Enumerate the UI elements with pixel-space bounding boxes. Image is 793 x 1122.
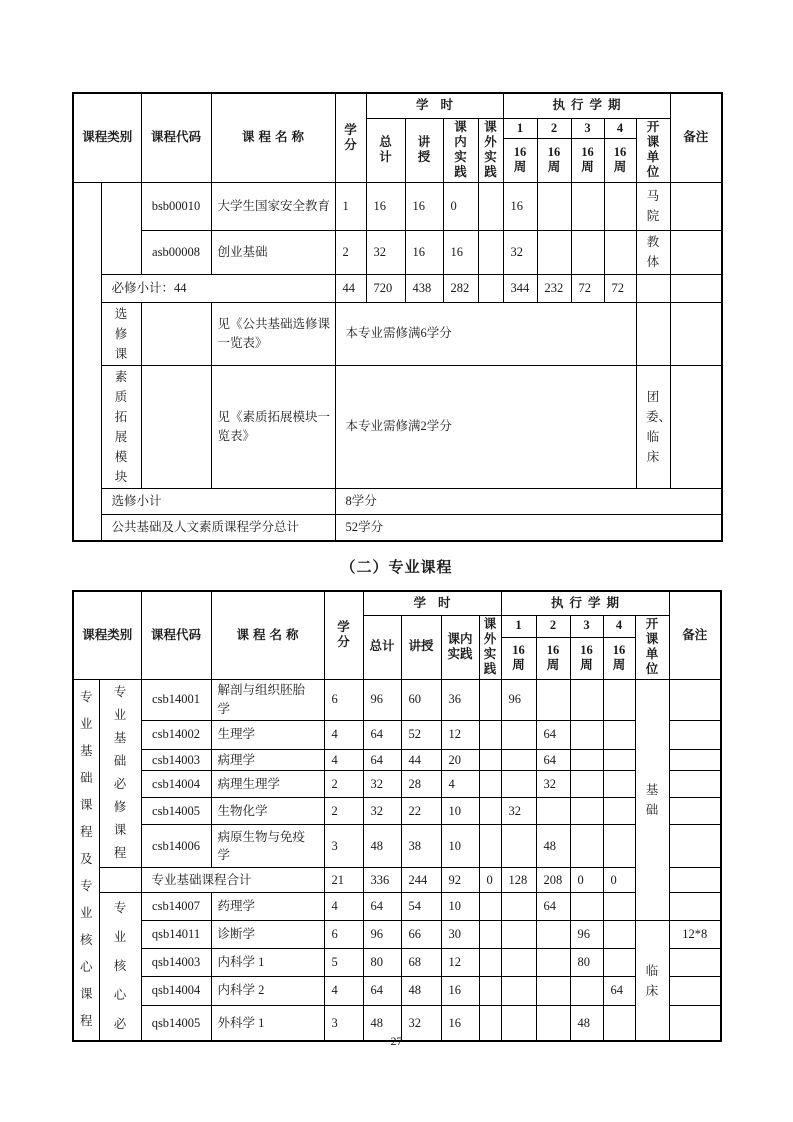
header-code-cell: 课程代码 [141, 93, 211, 182]
total-hours-cell: 96 [363, 679, 401, 720]
total-hours-cell: 336 [363, 868, 401, 893]
unit-cell: 教体 [636, 230, 670, 274]
inclass-practice-cell: 10 [441, 798, 479, 825]
sem3-cell [571, 182, 604, 230]
table-row [73, 720, 721, 749]
name-cell: 病理生理学 [211, 771, 324, 798]
sem3-cell [570, 893, 603, 921]
sem2-cell [536, 948, 570, 976]
note-cell [669, 679, 721, 720]
header-hours-cell: 学时 [363, 591, 501, 615]
credit-cell: 2 [324, 771, 363, 798]
name-cell: 大学生国家安全教育 [211, 182, 335, 230]
credit-cell: 1 [335, 182, 366, 230]
inclass-practice-cell: 16 [441, 976, 479, 1005]
table-row [73, 749, 721, 771]
total-hours-cell: 48 [363, 1005, 401, 1041]
subtotal-label-cell: 选修小计 [101, 488, 335, 514]
lecture-hours-cell: 22 [401, 798, 441, 825]
sem3-cell: 96 [570, 921, 603, 949]
header-sem3-cell: 3 [570, 615, 603, 637]
table-row [73, 976, 721, 1005]
sem4-cell [603, 679, 635, 720]
total-hours-cell: 48 [363, 825, 401, 868]
category-inner-cell [99, 868, 141, 893]
sem2-cell [536, 976, 570, 1005]
inclass-practice-cell: 16 [443, 230, 478, 274]
header-sem4-cell: 4 [604, 118, 636, 138]
inclass-practice-cell: 12 [441, 720, 479, 749]
sem4-cell [603, 749, 635, 771]
header-inclass-cell: 课内实践 [441, 615, 479, 679]
table-row [73, 948, 721, 976]
sem2-cell [537, 182, 571, 230]
lecture-hours-cell: 48 [401, 976, 441, 1005]
table-row [73, 771, 721, 798]
lecture-hours-cell: 28 [401, 771, 441, 798]
name-cell: 外科学 1 [211, 1005, 324, 1041]
lecture-hours-cell: 52 [401, 720, 441, 749]
name-cell: 见《公共基础选修课一览表》 [211, 302, 335, 365]
header-weeks4-cell: 16周 [604, 138, 636, 182]
sem4-cell [604, 230, 636, 274]
section-title: （二）专业课程 [340, 560, 453, 576]
note-cell [670, 302, 722, 365]
code-cell [141, 302, 211, 365]
credit-cell: 21 [324, 868, 363, 893]
header-sem1-cell: 1 [501, 615, 536, 637]
note-cell [669, 749, 721, 771]
total-hours-cell: 64 [363, 720, 401, 749]
code-cell: qsb14003 [141, 948, 211, 976]
sem2-cell: 64 [536, 893, 570, 921]
header-weeks1-cell: 16周 [501, 637, 536, 679]
category-basic-group-cell: 专业基础必修课程 [99, 679, 141, 868]
sem1-cell [501, 749, 536, 771]
requirement-cell: 本专业需修满6学分 [335, 302, 636, 365]
credit-cell: 44 [335, 274, 366, 302]
sem3-cell [570, 976, 603, 1005]
name-cell: 内科学 1 [211, 948, 324, 976]
header-total-cell: 总计 [363, 615, 401, 679]
table-row [73, 921, 721, 949]
code-cell: csb14001 [141, 679, 211, 720]
code-cell: qsb14004 [141, 976, 211, 1005]
category-elective-cell: 选修课 [101, 302, 141, 365]
credit-cell: 3 [324, 825, 363, 868]
code-cell [141, 365, 211, 488]
sem4-cell: 72 [604, 274, 636, 302]
note-cell [669, 771, 721, 798]
total-hours-cell: 16 [366, 182, 405, 230]
sem2-cell [536, 798, 570, 825]
header-sem2-cell: 2 [536, 615, 570, 637]
header-weeks3-cell: 16周 [570, 637, 603, 679]
sem2-cell: 64 [536, 749, 570, 771]
note-cell [670, 365, 722, 488]
subtotal-label-cell: 专业基础课程合计 [141, 868, 324, 893]
header-sem1-cell: 1 [503, 118, 537, 138]
sem1-cell [501, 720, 536, 749]
name-cell: 创业基础 [211, 230, 335, 274]
total-hours-cell: 64 [363, 976, 401, 1005]
name-cell: 药理学 [211, 893, 324, 921]
name-cell: 病理学 [211, 749, 324, 771]
header-lecture-cell: 讲授 [405, 118, 443, 182]
name-cell: 生理学 [211, 720, 324, 749]
total-hours-cell: 96 [363, 921, 401, 949]
sem3-cell [570, 720, 603, 749]
outclass-practice-cell [479, 948, 501, 976]
note-cell [669, 976, 721, 1005]
header-sem2-cell: 2 [537, 118, 571, 138]
name-cell: 诊断学 [211, 921, 324, 949]
sem1-cell [501, 921, 536, 949]
header-note-cell: 备注 [670, 93, 722, 182]
code-cell: qsb14011 [141, 921, 211, 949]
basic-subtotal-row [73, 868, 721, 893]
inclass-practice-cell: 16 [441, 1005, 479, 1041]
credit-cell: 3 [324, 1005, 363, 1041]
unit-cell: 马院 [636, 182, 670, 230]
code-cell: csb14004 [141, 771, 211, 798]
total-hours-cell: 32 [363, 771, 401, 798]
outclass-practice-cell [479, 893, 501, 921]
table-row [73, 182, 722, 230]
outclass-practice-cell [478, 230, 503, 274]
sem4-cell [603, 798, 635, 825]
outclass-practice-cell [478, 182, 503, 230]
inclass-practice-cell: 10 [441, 893, 479, 921]
header-unit-cell: 开课单位 [635, 615, 669, 679]
header-weeks4-cell: 16周 [603, 637, 635, 679]
table-row [73, 230, 722, 274]
sem2-cell: 32 [536, 771, 570, 798]
outclass-practice-cell: 0 [479, 868, 501, 893]
header-sem4-cell: 4 [603, 615, 635, 637]
major-courses-table [72, 590, 722, 1042]
outclass-practice-cell [479, 825, 501, 868]
credit-cell: 2 [335, 230, 366, 274]
lecture-hours-cell: 16 [405, 230, 443, 274]
inclass-practice-cell: 92 [441, 868, 479, 893]
credit-cell: 6 [324, 921, 363, 949]
table-row [73, 893, 721, 921]
sem2-cell [536, 921, 570, 949]
header-weeks3-cell: 16周 [571, 138, 604, 182]
header-outclass-cell: 课外实践 [479, 615, 501, 679]
sem3-cell [570, 679, 603, 720]
note-cell [669, 798, 721, 825]
sem2-cell [537, 230, 571, 274]
inclass-practice-cell: 30 [441, 921, 479, 949]
sem3-cell [570, 825, 603, 868]
note-cell [669, 948, 721, 976]
credit-cell: 4 [324, 720, 363, 749]
lecture-hours-cell: 54 [401, 893, 441, 921]
sem4-cell [604, 182, 636, 230]
note-cell [670, 274, 722, 302]
code-cell: csb14003 [141, 749, 211, 771]
header-category-cell: 课程类别 [73, 93, 141, 182]
category-inner-cell [101, 182, 141, 274]
credit-cell: 4 [324, 976, 363, 1005]
header-sem3-cell: 3 [571, 118, 604, 138]
header-weeks1-cell: 16周 [503, 138, 537, 182]
general-courses-table [72, 92, 723, 542]
name-cell: 内科学 2 [211, 976, 324, 1005]
total-hours-cell: 720 [366, 274, 405, 302]
sem3-cell [570, 771, 603, 798]
inclass-practice-cell: 4 [441, 771, 479, 798]
subtotal-label-cell: 必修小计：44 [101, 274, 335, 302]
header-category-cell: 课程类别 [73, 591, 141, 679]
sem1-cell: 344 [503, 274, 537, 302]
sem3-cell: 48 [570, 1005, 603, 1041]
credit-cell: 4 [324, 749, 363, 771]
inclass-practice-cell: 20 [441, 749, 479, 771]
note-cell [670, 182, 722, 230]
total-hours-cell: 32 [363, 798, 401, 825]
sem2-cell: 48 [536, 825, 570, 868]
sem3-cell: 0 [570, 868, 603, 893]
lecture-hours-cell: 68 [401, 948, 441, 976]
header-unit-cell: 开课单位 [636, 118, 670, 182]
lecture-hours-cell: 66 [401, 921, 441, 949]
total-hours-cell: 80 [363, 948, 401, 976]
lecture-hours-cell: 244 [401, 868, 441, 893]
requirement-cell: 本专业需修满2学分 [335, 365, 636, 488]
header-name-cell: 课程名称 [211, 93, 335, 182]
unit-cell [636, 302, 670, 365]
unit-basic-cell: 基础 [635, 679, 669, 921]
sem1-cell [501, 771, 536, 798]
sem3-cell [570, 749, 603, 771]
outclass-practice-cell [479, 771, 501, 798]
inclass-practice-cell: 10 [441, 825, 479, 868]
sem4-cell [603, 948, 635, 976]
code-cell: csb14002 [141, 720, 211, 749]
lecture-hours-cell: 60 [401, 679, 441, 720]
code-cell: csb14007 [141, 893, 211, 921]
header-inclass-cell: 课内实践 [443, 118, 478, 182]
sem2-cell: 208 [536, 868, 570, 893]
outclass-practice-cell [479, 976, 501, 1005]
code-cell: csb14006 [141, 825, 211, 868]
sem3-cell [571, 230, 604, 274]
elective-subtotal-row [73, 488, 722, 514]
sem4-cell [603, 825, 635, 868]
outclass-practice-cell [478, 274, 503, 302]
sem1-cell: 16 [503, 182, 537, 230]
unit-cell: 团委、临床 [636, 365, 670, 488]
name-cell: 解剖与组织胚胎学 [211, 679, 324, 720]
sem1-cell: 128 [501, 868, 536, 893]
note-cell [669, 720, 721, 749]
inclass-practice-cell: 282 [443, 274, 478, 302]
code-cell: csb14005 [141, 798, 211, 825]
header-semesters-cell: 执行学期 [501, 591, 669, 615]
inclass-practice-cell: 0 [443, 182, 478, 230]
header-credit-cell: 学分 [335, 93, 366, 182]
required-subtotal-row [73, 274, 722, 302]
header-credit-cell: 学分 [324, 591, 363, 679]
total-hours-cell: 32 [366, 230, 405, 274]
sem1-cell: 96 [501, 679, 536, 720]
total-label-cell: 公共基础及人文素质课程学分总计 [101, 514, 335, 541]
code-cell: bsb00010 [141, 182, 211, 230]
header-note-cell: 备注 [669, 591, 721, 679]
total-value-cell: 52学分 [335, 514, 722, 541]
category-quality-cell: 素质拓展模块 [101, 365, 141, 488]
header-total-cell: 总计 [366, 118, 405, 182]
header-code-cell: 课程代码 [141, 591, 211, 679]
outclass-practice-cell [479, 679, 501, 720]
sem1-cell [501, 976, 536, 1005]
sem4-cell [603, 893, 635, 921]
outclass-practice-cell [479, 749, 501, 771]
category-outer-cell [73, 182, 101, 541]
header-name-cell: 课程名称 [211, 591, 324, 679]
category-core-group-cell: 专业核心必 [99, 893, 141, 1042]
header-semesters-cell: 执行学期 [503, 93, 670, 118]
code-cell: qsb14005 [141, 1005, 211, 1041]
table-row [73, 679, 721, 720]
total-hours-cell: 64 [363, 893, 401, 921]
outclass-practice-cell [479, 921, 501, 949]
sem3-cell: 72 [571, 274, 604, 302]
sem2-cell: 232 [537, 274, 571, 302]
sem2-cell [536, 679, 570, 720]
lecture-hours-cell: 16 [405, 182, 443, 230]
sem4-cell: 0 [603, 868, 635, 893]
page-number: 27 [390, 1034, 403, 1048]
note-cell: 12*8 [669, 921, 721, 949]
lecture-hours-cell: 44 [401, 749, 441, 771]
category-outer-cell: 专业基础课程及专业核心课程 [73, 679, 99, 1041]
name-cell: 病原生物与免疫学 [211, 825, 324, 868]
outclass-practice-cell [479, 798, 501, 825]
lecture-hours-cell: 32 [401, 1005, 441, 1041]
sem3-cell [570, 798, 603, 825]
sem1-cell [501, 893, 536, 921]
sem4-cell: 64 [603, 976, 635, 1005]
note-cell [670, 230, 722, 274]
sem3-cell: 80 [570, 948, 603, 976]
credit-cell: 2 [324, 798, 363, 825]
lecture-hours-cell: 38 [401, 825, 441, 868]
table-row [73, 798, 721, 825]
sem1-cell: 32 [501, 798, 536, 825]
header-weeks2-cell: 16周 [537, 138, 571, 182]
credit-cell: 5 [324, 948, 363, 976]
name-cell: 生物化学 [211, 798, 324, 825]
sem4-cell [603, 771, 635, 798]
quality-module-row [73, 365, 722, 488]
header-lecture-cell: 讲授 [401, 615, 441, 679]
note-cell [669, 825, 721, 868]
unit-cell [636, 274, 670, 302]
name-cell: 见《素质拓展模块一览表》 [211, 365, 335, 488]
sem1-cell: 32 [503, 230, 537, 274]
sem1-cell [501, 825, 536, 868]
header-hours-cell: 学时 [366, 93, 503, 118]
note-cell [669, 893, 721, 921]
lecture-hours-cell: 438 [405, 274, 443, 302]
inclass-practice-cell: 36 [441, 679, 479, 720]
header-outclass-cell: 课外实践 [478, 118, 503, 182]
inclass-practice-cell: 12 [441, 948, 479, 976]
outclass-practice-cell [479, 720, 501, 749]
grand-total-row [73, 514, 722, 541]
note-cell [669, 868, 721, 893]
credit-cell: 6 [324, 679, 363, 720]
subtotal-value-cell: 8学分 [335, 488, 722, 514]
table-row [73, 825, 721, 868]
elective-row [73, 302, 722, 365]
credit-cell: 4 [324, 893, 363, 921]
sem4-cell [603, 720, 635, 749]
header-weeks2-cell: 16周 [536, 637, 570, 679]
sem2-cell: 64 [536, 720, 570, 749]
sem1-cell [501, 948, 536, 976]
sem4-cell [603, 921, 635, 949]
total-hours-cell: 64 [363, 749, 401, 771]
unit-core-cell: 临床 [635, 921, 669, 1042]
code-cell: asb00008 [141, 230, 211, 274]
